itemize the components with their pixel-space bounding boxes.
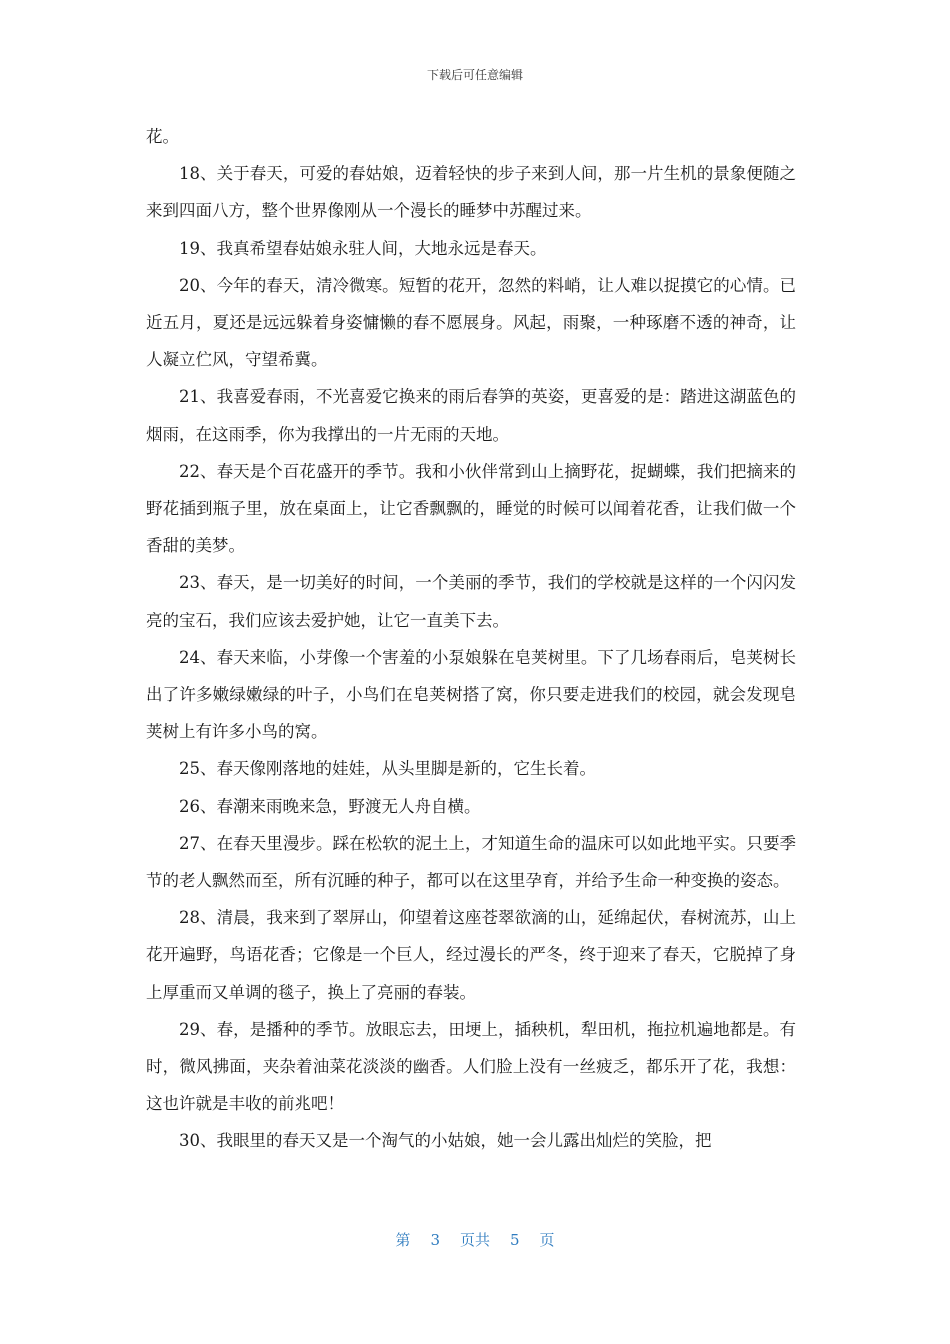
paragraph: 29、春，是播种的季节。放眼忘去，田埂上，插秧机，犁田机，拖拉机遍地都是。有时，微风拂面，夹杂着油菜花淡淡的幽香。人们脸上没有一丝疲乏，都乐开了花，我想：这也许就是丰收的前兆吧！: [146, 1019, 796, 1114]
page-header: 下载后可任意编辑: [426, 68, 523, 82]
paragraph: 27、在春天里漫步。踩在松软的泥土上，才知道生命的温床可以如此地平实。只要季节的老人飘然而至，所有沉睡的种子，都可以在这里孕育，并给予生命一种变换的姿态。: [146, 833, 796, 891]
paragraph: 25、春天像刚落地的娃娃，从头里脚是新的，它生长着。: [179, 759, 596, 779]
paragraph: 28、清晨，我来到了翠屏山，仰望着这座苍翠欲滴的山，延绵起伏，春树流苏，山上花开遍野，鸟语花香；它像是一个巨人，经过漫长的严冬，终于迎来了春天，它脱掉了身上厚重而又单调的毯子，换上了亮丽的春装。: [146, 908, 796, 1002]
footer-current-page: 3: [430, 1231, 440, 1249]
paragraph: 23、春天，是一切美好的时间，一个美丽的季节，我们的学校就是这样的一个闪闪发亮的宝石，我们应该去爱护她，让它一直美下去。: [146, 573, 796, 630]
paragraph: 22、春天是个百花盛开的季节。我和小伙伴常到山上摘野花，捉蝴蝶，我们把摘来的野花插到瓶子里，放在桌面上，让它香飘飘的，睡觉的时候可以闻着花香，让我们做一个香甜的美梦。: [146, 461, 796, 556]
page-footer: [0, 1229, 950, 1250]
footer-suffix: 页: [539, 1231, 555, 1249]
paragraph: 花。: [146, 127, 179, 146]
footer-prefix: 第: [395, 1231, 411, 1249]
paragraph: 21、我喜爱春雨，不光喜爱它换来的雨后春笋的英姿，更喜爱的是：踏进这湖蓝色的烟雨，在这雨季，你为我撑出的一片无雨的天地。: [146, 387, 796, 444]
footer-middle: 页共: [459, 1231, 490, 1249]
paragraph: 24、春天来临，小芽像一个害羞的小泵娘躲在皂荚树里。下了几场春雨后，皂荚树长出了许多嫩绿嫩绿的叶子，小鸟们在皂荚树搭了窝，你只要走进我们的校园，就会发现皂荚树上有许多小鸟的窝。: [146, 647, 796, 742]
paragraph: 20、今年的春天，清冷微寒。短暂的花开，忽然的料峭，让人难以捉摸它的心情。已近五月，夏还是远远躲着身姿慵懒的春不愿展身。风起，雨聚，一种琢磨不透的神奇，让人凝立伫风，守望希冀。: [146, 275, 796, 370]
paragraph: 18、关于春天，可爱的春姑娘，迈着轻快的步子来到人间，那一片生机的景象便随之来到四面八方，整个世界像刚从一个漫长的睡梦中苏醒过来。: [146, 164, 796, 221]
paragraph: 26、春潮来雨晚来急，野渡无人舟自横。: [179, 796, 481, 816]
body-text: [146, 118, 796, 1160]
footer-total-pages: 5: [510, 1231, 520, 1249]
paragraph: 30、我眼里的春天又是一个淘气的小姑娘，她一会儿露出灿烂的笑脸，把: [179, 1131, 712, 1151]
paragraph: 19、我真希望春姑娘永驻人间，大地永远是春天。: [179, 238, 547, 258]
